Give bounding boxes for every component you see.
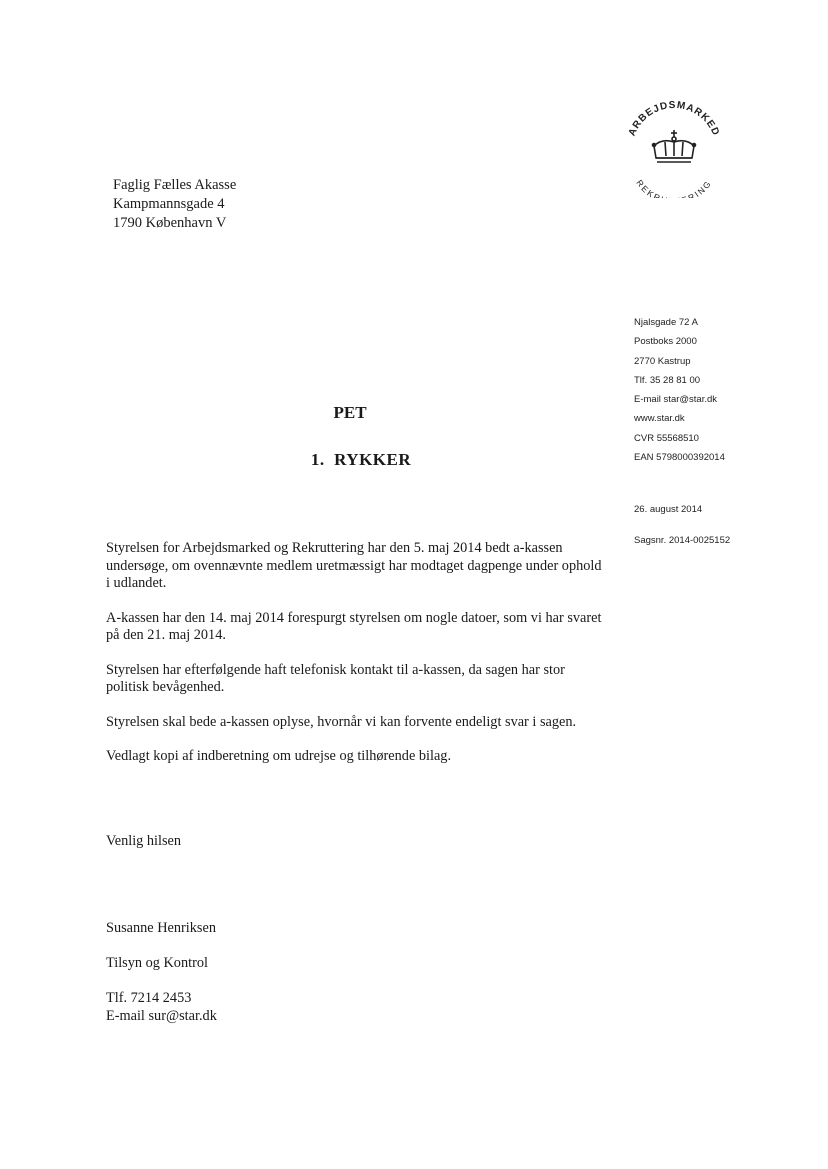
recipient-line: Faglig Fælles Akasse bbox=[113, 177, 237, 193]
crown-icon bbox=[653, 130, 696, 162]
body-paragraph: Vedlagt kopi af indberetning om udrejse og tilhørende bilag. bbox=[106, 748, 452, 764]
sender-line: 2770 Kastrup bbox=[634, 355, 691, 367]
body-paragraph: Styrelsen har efterfølgende haft telefonisk kontakt til a-kassen, da sagen har stor politisk bevågenhed. bbox=[106, 661, 565, 695]
case-number: Sagsnr. 2014-0025152 bbox=[634, 535, 731, 546]
sender-line: Postboks 2000 bbox=[634, 336, 697, 348]
logo-arc-top-text: ARBEJDSMARKED bbox=[626, 99, 722, 138]
sender-line: Tlf. 35 28 81 00 bbox=[634, 374, 701, 386]
sender-info bbox=[634, 313, 725, 467]
recipient-line: 1790 København V bbox=[113, 215, 227, 231]
sender-line: www.star.dk bbox=[634, 413, 685, 425]
letter-body bbox=[106, 540, 606, 783]
signature-department: Tilsyn og Kontrol bbox=[106, 955, 208, 971]
sender-line: EAN 5798000392014 bbox=[634, 452, 725, 464]
signature-phone: Tlf. 7214 2453 bbox=[106, 990, 192, 1006]
letter-date: 26. august 2014 bbox=[634, 504, 703, 515]
signature-name: Susanne Henriksen bbox=[106, 920, 216, 936]
signature-contact bbox=[106, 990, 217, 1025]
body-paragraph: Styrelsen skal bede a-kassen oplyse, hvornår vi kan forvente endeligt svar i sagen. bbox=[106, 713, 577, 730]
sender-line: Njalsgade 72 A bbox=[634, 317, 698, 328]
recipient-address bbox=[113, 176, 236, 233]
body-paragraph: Styrelsen for Arbejdsmarked og Rekruttering har den 5. maj 2014 bedt a-kassen undersøge, om ovennævnte medlem uretmæssigt har modtaget dagpenge under ophold i udlandet. bbox=[106, 540, 602, 591]
logo bbox=[618, 98, 730, 198]
subject-heading: PET bbox=[333, 403, 367, 422]
reminder-heading: 1. RYKKER bbox=[310, 450, 412, 469]
recipient-line: Kampmannsgade 4 bbox=[113, 196, 225, 212]
body-paragraph: A-kassen har den 14. maj 2014 forespurgt styrelsen om nogle datoer, som vi har svaret på den 21. maj 2014. bbox=[106, 609, 602, 643]
closing: Venlig hilsen bbox=[106, 833, 182, 849]
logo-arc-bottom-text: REKR RING bbox=[634, 177, 714, 198]
signature-email: E-mail sur@star.dk bbox=[106, 1007, 217, 1024]
logo-seal bbox=[618, 98, 730, 198]
sender-line: E-mail star@star.dk bbox=[634, 394, 718, 406]
sender-line: CVR 55568510 bbox=[634, 432, 699, 444]
svg-text:REKRUTTERING bbox=[634, 178, 713, 198]
